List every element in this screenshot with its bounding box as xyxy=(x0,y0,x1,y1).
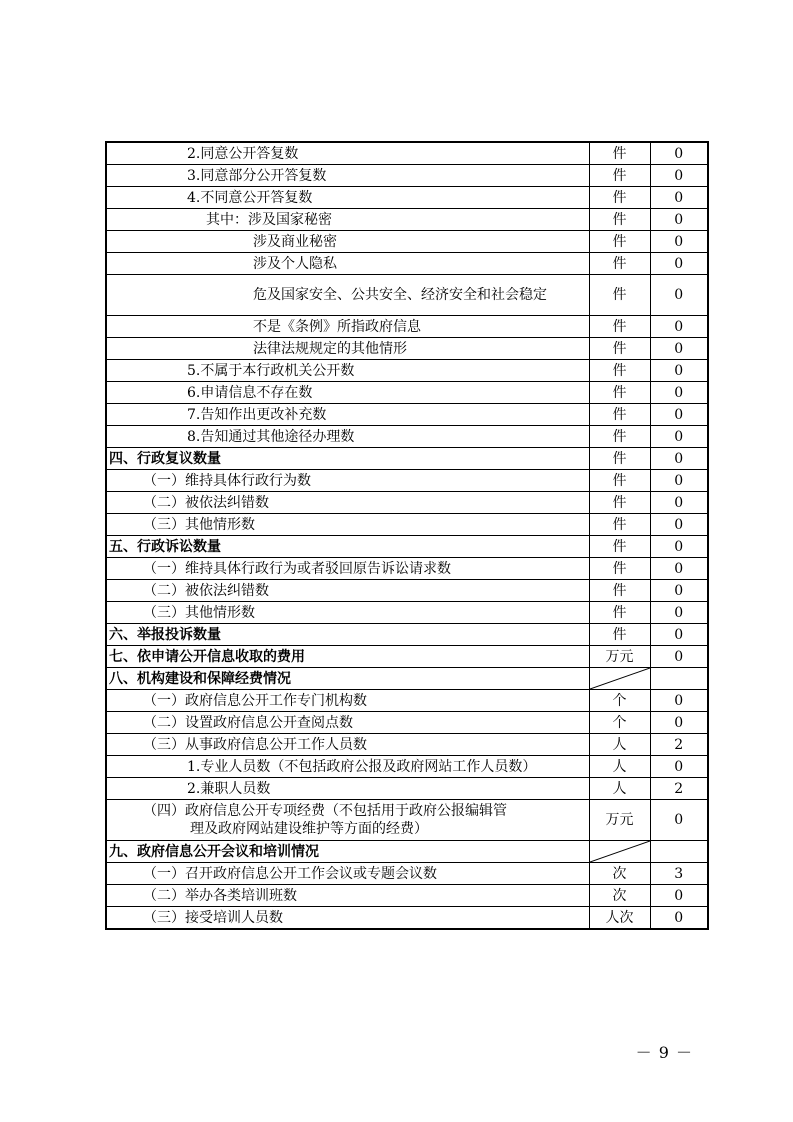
diagonal-slash xyxy=(590,841,650,862)
row-unit: 人 xyxy=(589,756,650,778)
diagonal-slash xyxy=(590,668,650,689)
section-heading: 五、行政诉讼数量 xyxy=(109,538,221,555)
row-label: 4.不同意公开答复数 xyxy=(187,189,313,206)
diagonal-cell xyxy=(589,841,650,863)
row-value: 0 xyxy=(650,690,708,712)
row-unit: 件 xyxy=(589,492,650,514)
table-row xyxy=(106,624,708,646)
row-unit: 万元 xyxy=(589,800,650,841)
row-value: 0 xyxy=(650,558,708,580)
table-row xyxy=(106,165,708,187)
table-row xyxy=(106,209,708,231)
row-value: 0 xyxy=(650,338,708,360)
row-unit: 件 xyxy=(589,165,650,187)
row-value: 0 xyxy=(650,275,708,316)
page-number: － 9 － xyxy=(635,1043,693,1062)
row-unit: 件 xyxy=(589,470,650,492)
section-heading: 四、行政复议数量 xyxy=(109,450,221,467)
row-value: 0 xyxy=(650,514,708,536)
row-unit: 人 xyxy=(589,778,650,800)
table-row xyxy=(106,778,708,800)
row-label: （二）举办各类培训班数 xyxy=(143,887,297,904)
table-row xyxy=(106,536,708,558)
row-value xyxy=(650,668,708,690)
row-label: 涉及商业秘密 xyxy=(253,233,337,250)
table-row xyxy=(106,382,708,404)
table-row xyxy=(106,360,708,382)
row-value: 0 xyxy=(650,646,708,668)
row-label: 法律法规规定的其他情形 xyxy=(253,340,407,357)
row-value: 0 xyxy=(650,470,708,492)
row-value: 0 xyxy=(650,712,708,734)
table-row xyxy=(106,734,708,756)
row-unit: 件 xyxy=(589,382,650,404)
table-row xyxy=(106,841,708,863)
row-unit: 件 xyxy=(589,187,650,209)
row-label: （一）维持具体行政行为或者驳回原告诉讼请求数 xyxy=(143,560,451,577)
row-label: 8.告知通过其他途径办理数 xyxy=(187,428,355,445)
table-row xyxy=(106,863,708,885)
row-value: 2 xyxy=(650,734,708,756)
row-unit: 人 xyxy=(589,734,650,756)
table-row xyxy=(106,602,708,624)
table-row xyxy=(106,316,708,338)
table-row xyxy=(106,690,708,712)
row-unit: 件 xyxy=(589,448,650,470)
table-row xyxy=(106,470,708,492)
row-value: 0 xyxy=(650,492,708,514)
row-value: 0 xyxy=(650,756,708,778)
table-row xyxy=(106,253,708,275)
row-unit: 个 xyxy=(589,690,650,712)
row-unit: 件 xyxy=(589,231,650,253)
row-value: 0 xyxy=(650,187,708,209)
row-value: 0 xyxy=(650,536,708,558)
table-row xyxy=(106,492,708,514)
table-row xyxy=(106,580,708,602)
table-row xyxy=(106,646,708,668)
row-unit: 件 xyxy=(589,142,650,165)
row-label: （一）维持具体行政行为数 xyxy=(143,472,311,489)
table-row xyxy=(106,187,708,209)
table-row xyxy=(106,338,708,360)
row-value: 0 xyxy=(650,382,708,404)
row-unit: 人次 xyxy=(589,907,650,930)
table-row xyxy=(106,275,708,316)
table-row xyxy=(106,448,708,470)
row-value: 3 xyxy=(650,863,708,885)
row-label: （二）被依法纠错数 xyxy=(143,582,269,599)
row-label: （二）设置政府信息公开查阅点数 xyxy=(143,714,353,731)
row-value xyxy=(650,841,708,863)
row-value: 0 xyxy=(650,253,708,275)
row-value: 0 xyxy=(650,885,708,907)
section-heading: 八、机构建设和保障经费情况 xyxy=(109,670,291,687)
row-value: 0 xyxy=(650,580,708,602)
row-label: 其中：涉及国家秘密 xyxy=(206,211,332,228)
row-unit: 个 xyxy=(589,712,650,734)
row-value: 0 xyxy=(650,800,708,841)
row-label: 7.告知作出更改补充数 xyxy=(187,406,327,423)
table-row xyxy=(106,404,708,426)
row-unit: 件 xyxy=(589,253,650,275)
row-label: （三）其他情形数 xyxy=(143,604,255,621)
row-value: 0 xyxy=(650,231,708,253)
row-unit: 件 xyxy=(589,558,650,580)
row-label: 3.同意部分公开答复数 xyxy=(187,167,327,184)
row-unit: 件 xyxy=(589,426,650,448)
diagonal-cell xyxy=(589,668,650,690)
row-label: 危及国家安全、公共安全、经济安全和社会稳定 xyxy=(253,287,547,303)
row-unit: 件 xyxy=(589,580,650,602)
row-value: 0 xyxy=(650,426,708,448)
row-label: （二）被依法纠错数 xyxy=(143,494,269,511)
row-label: 不是《条例》所指政府信息 xyxy=(253,318,421,335)
row-label: （四）政府信息公开专项经费（不包括用于政府公报编辑管 xyxy=(143,803,507,819)
row-label: 1.专业人员数（不包括政府公报及政府网站工作人员数） xyxy=(187,758,537,775)
row-label: （三）从事政府信息公开工作人员数 xyxy=(143,736,367,753)
row-label: （三）接受培训人员数 xyxy=(143,909,283,926)
row-unit: 件 xyxy=(589,624,650,646)
section-heading: 六、举报投诉数量 xyxy=(109,626,221,643)
row-value: 0 xyxy=(650,209,708,231)
row-unit: 件 xyxy=(589,275,650,316)
row-unit: 件 xyxy=(589,209,650,231)
row-value: 0 xyxy=(650,404,708,426)
row-label: 2.兼职人员数 xyxy=(187,780,271,797)
table-row xyxy=(106,800,708,841)
table-row xyxy=(106,558,708,580)
table-row xyxy=(106,426,708,448)
table-row xyxy=(106,712,708,734)
table-row xyxy=(106,514,708,536)
row-label: 涉及个人隐私 xyxy=(253,255,337,272)
row-unit: 次 xyxy=(589,885,650,907)
row-label-continued: 理及政府网站建设维护等方面的经费） xyxy=(190,821,428,837)
row-value: 0 xyxy=(650,142,708,165)
row-unit: 件 xyxy=(589,338,650,360)
statistics-table xyxy=(105,141,709,930)
row-value: 0 xyxy=(650,448,708,470)
table-row xyxy=(106,231,708,253)
row-unit: 次 xyxy=(589,863,650,885)
row-unit: 件 xyxy=(589,360,650,382)
row-label: 5.不属于本行政机关公开数 xyxy=(187,362,355,379)
table-row xyxy=(106,907,708,930)
row-label: 6.申请信息不存在数 xyxy=(187,384,313,401)
row-label: 2.同意公开答复数 xyxy=(187,145,299,162)
row-unit: 件 xyxy=(589,316,650,338)
row-label: （一）召开政府信息公开工作会议或专题会议数 xyxy=(143,865,437,882)
row-unit: 件 xyxy=(589,404,650,426)
table-row xyxy=(106,885,708,907)
row-label: （三）其他情形数 xyxy=(143,516,255,533)
row-value: 0 xyxy=(650,316,708,338)
table-row xyxy=(106,142,708,165)
section-heading: 七、依申请公开信息收取的费用 xyxy=(109,648,305,665)
row-unit: 件 xyxy=(589,514,650,536)
row-value: 2 xyxy=(650,778,708,800)
table-row xyxy=(106,668,708,690)
row-unit: 万元 xyxy=(589,646,650,668)
table-row xyxy=(106,756,708,778)
row-value: 0 xyxy=(650,602,708,624)
row-unit: 件 xyxy=(589,602,650,624)
section-heading: 九、政府信息公开会议和培训情况 xyxy=(109,843,319,860)
row-label: （一）政府信息公开工作专门机构数 xyxy=(143,692,367,709)
row-value: 0 xyxy=(650,165,708,187)
row-unit: 件 xyxy=(589,536,650,558)
row-value: 0 xyxy=(650,360,708,382)
row-value: 0 xyxy=(650,907,708,930)
row-value: 0 xyxy=(650,624,708,646)
